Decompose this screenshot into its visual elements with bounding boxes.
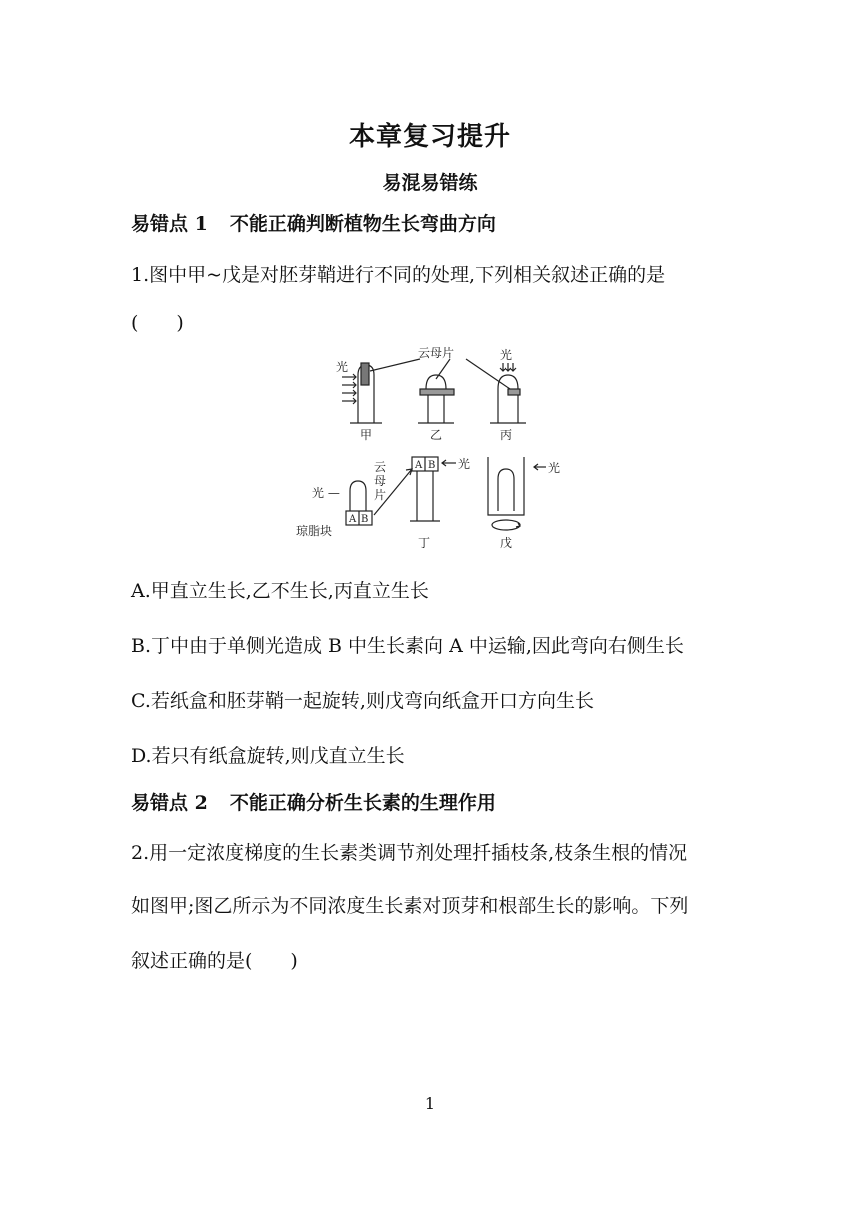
coleoptile-figure (290, 343, 580, 555)
light-label-bing: 光 (500, 348, 513, 362)
block-a-small: A (349, 514, 357, 525)
paper-box-wu (488, 457, 524, 515)
label-wu: 戊 (500, 536, 513, 550)
block-b-top: B (428, 460, 436, 471)
light-label-jia: 光 (336, 360, 349, 374)
mica-label: 云母片 (418, 346, 455, 360)
block-b-small: B (361, 514, 369, 525)
mica-vertical-3: 片 (374, 488, 387, 502)
coleoptile-wu (498, 469, 514, 511)
mica-yi (420, 389, 454, 395)
page-number: 1 (424, 1094, 436, 1113)
question-2-line-2: 如图甲;图乙所示为不同浓度生长素对顶芽和根部生长的影响。下列 (131, 895, 689, 917)
mica-vertical-1: 云 (374, 460, 387, 474)
light-label-wu: 光 (548, 461, 561, 475)
mica-jia (361, 363, 369, 385)
page-title: 本章复习提升 (348, 122, 511, 152)
coleoptile-diagram (290, 343, 580, 555)
error-point-1-label: 易错点 1 (131, 213, 208, 235)
label-ding: 丁 (418, 536, 431, 550)
mica-bing (508, 389, 520, 395)
error-point-1-heading (131, 209, 496, 236)
option-a: A.甲直立生长,乙不生长,丙直立生长 (131, 580, 429, 602)
label-bing: 丙 (500, 428, 513, 442)
block-a-top: A (415, 460, 423, 471)
mica-vertical-2: 母 (374, 474, 387, 488)
option-d: D.若只有纸盒旋转,则戊直立生长 (131, 745, 405, 767)
label-jia: 甲 (360, 428, 373, 442)
agar-label: 琼脂块 (296, 524, 333, 538)
light-dash-label: 光 — (312, 486, 340, 500)
error-point-1-text: 不能正确判断植物生长弯曲方向 (229, 213, 496, 235)
option-b: B.丁中由于单侧光造成 B 中生长素向 A 中运输,因此弯向右侧生长 (131, 635, 684, 657)
question-2-line-3: 叙述正确的是( ) (131, 950, 298, 972)
error-point-2-heading (131, 788, 496, 815)
question-1-answer-blank: ( ) (131, 312, 184, 334)
error-point-2-text: 不能正确分析生长素的生理作用 (229, 792, 496, 814)
coleoptile-tip-yi (426, 375, 446, 389)
question-1-stem: 1.图中甲~戊是对胚芽鞘进行不同的处理,下列相关叙述正确的是 (131, 264, 666, 286)
section-subtitle: 易混易错练 (382, 172, 478, 194)
coleoptile-small (350, 481, 366, 511)
error-point-2-label: 易错点 2 (131, 792, 208, 814)
light-label-ding: 光 (458, 457, 471, 471)
option-c: C.若纸盒和胚芽鞘一起旋转,则戊弯向纸盒开口方向生长 (131, 690, 594, 712)
label-yi: 乙 (430, 428, 443, 442)
question-2-line-1: 2.用一定浓度梯度的生长素类调节剂处理扦插枝条,枝条生根的情况 (131, 842, 688, 864)
